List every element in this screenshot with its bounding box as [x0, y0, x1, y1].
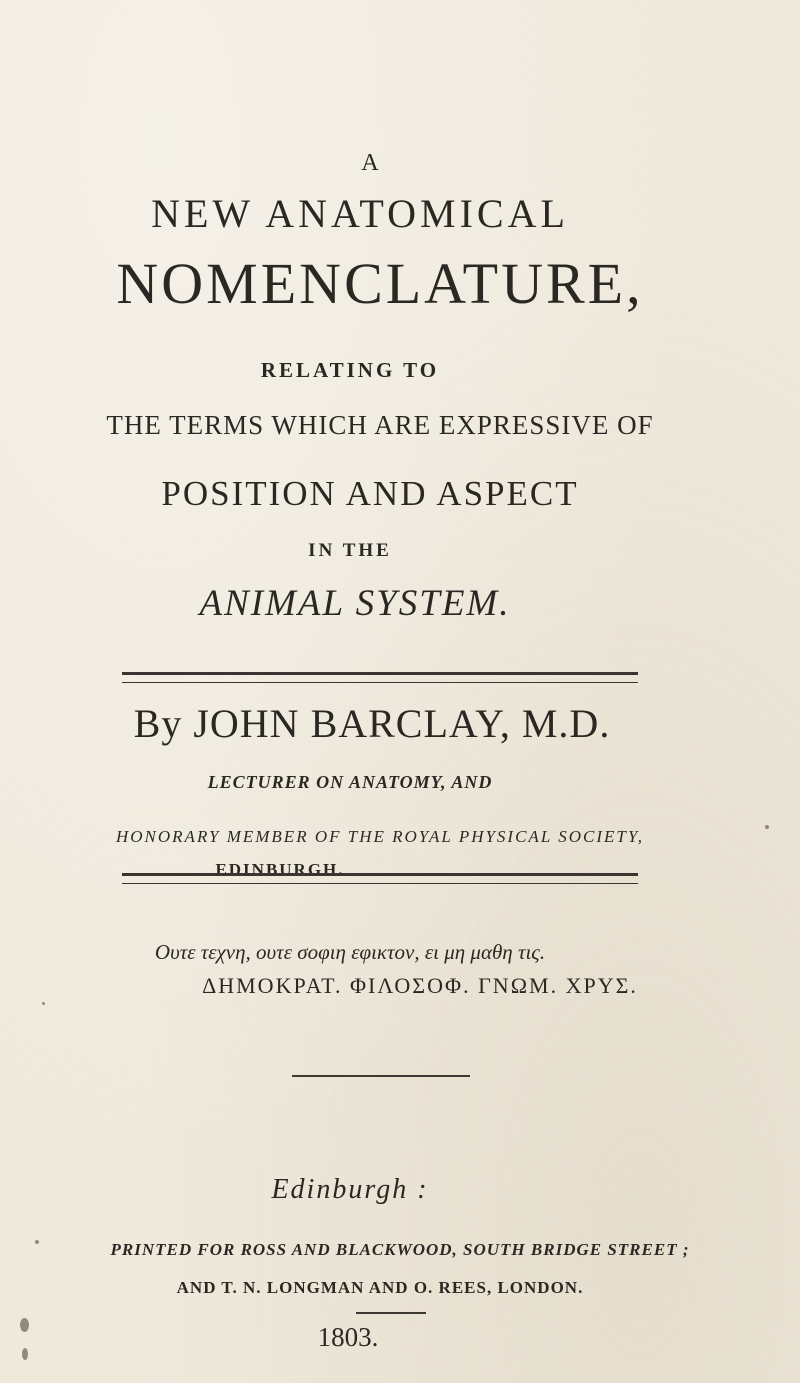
signature-mark: A	[361, 150, 379, 176]
author-title-honorary: HONORARY MEMBER OF THE ROYAL PHYSICAL SOCIETY,	[116, 827, 644, 846]
title-line-2: NOMENCLATURE,	[116, 251, 644, 316]
imprint-city: Edinburgh :	[271, 1174, 429, 1205]
paper-speck	[22, 1348, 28, 1360]
paper-speck	[35, 1240, 39, 1244]
author-title-lecturer: LECTURER ON ANATOMY, AND	[207, 772, 493, 792]
imprint-printed-for: PRINTED FOR ROSS AND BLACKWOOD, SOUTH BRIDGE STREET ;	[110, 1240, 690, 1259]
double-rule-top	[122, 672, 638, 683]
paper-speck	[765, 825, 769, 829]
author-location: EDINBURGH.	[215, 860, 345, 879]
imprint-rule	[356, 1312, 426, 1314]
subtitle-position: POSITION AND ASPECT	[161, 474, 579, 513]
title-line-1: NEW ANATOMICAL	[151, 191, 569, 236]
author-line: By JOHN BARCLAY, M.D.	[133, 701, 611, 746]
epigraph-quote: Ουτε τεχνη, ουτε σοφιη εφικτον, ει μη μαθη τις.	[154, 940, 546, 964]
subtitle-relating: RELATING TO	[260, 358, 440, 382]
subtitle-animal-system: ANIMAL SYSTEM.	[199, 583, 511, 624]
subtitle-terms: THE TERMS WHICH ARE EXPRESSIVE OF	[106, 410, 654, 440]
ornamental-rule	[292, 1075, 470, 1077]
subtitle-in-the: IN THE	[308, 540, 392, 561]
paper-speck	[20, 1318, 29, 1332]
imprint-and-line: AND T. N. LONGMAN AND O. REES, LONDON.	[176, 1278, 584, 1297]
paper-speck	[42, 1002, 45, 1005]
double-rule-bottom	[122, 873, 638, 884]
epigraph-attribution: ΔΗΜΟΚΡΑΤ. ΦΙΛΟΣΟΦ. ΓΝΩΜ. ΧΡΥΣ.	[202, 973, 638, 998]
imprint-year: 1803.	[317, 1322, 379, 1352]
